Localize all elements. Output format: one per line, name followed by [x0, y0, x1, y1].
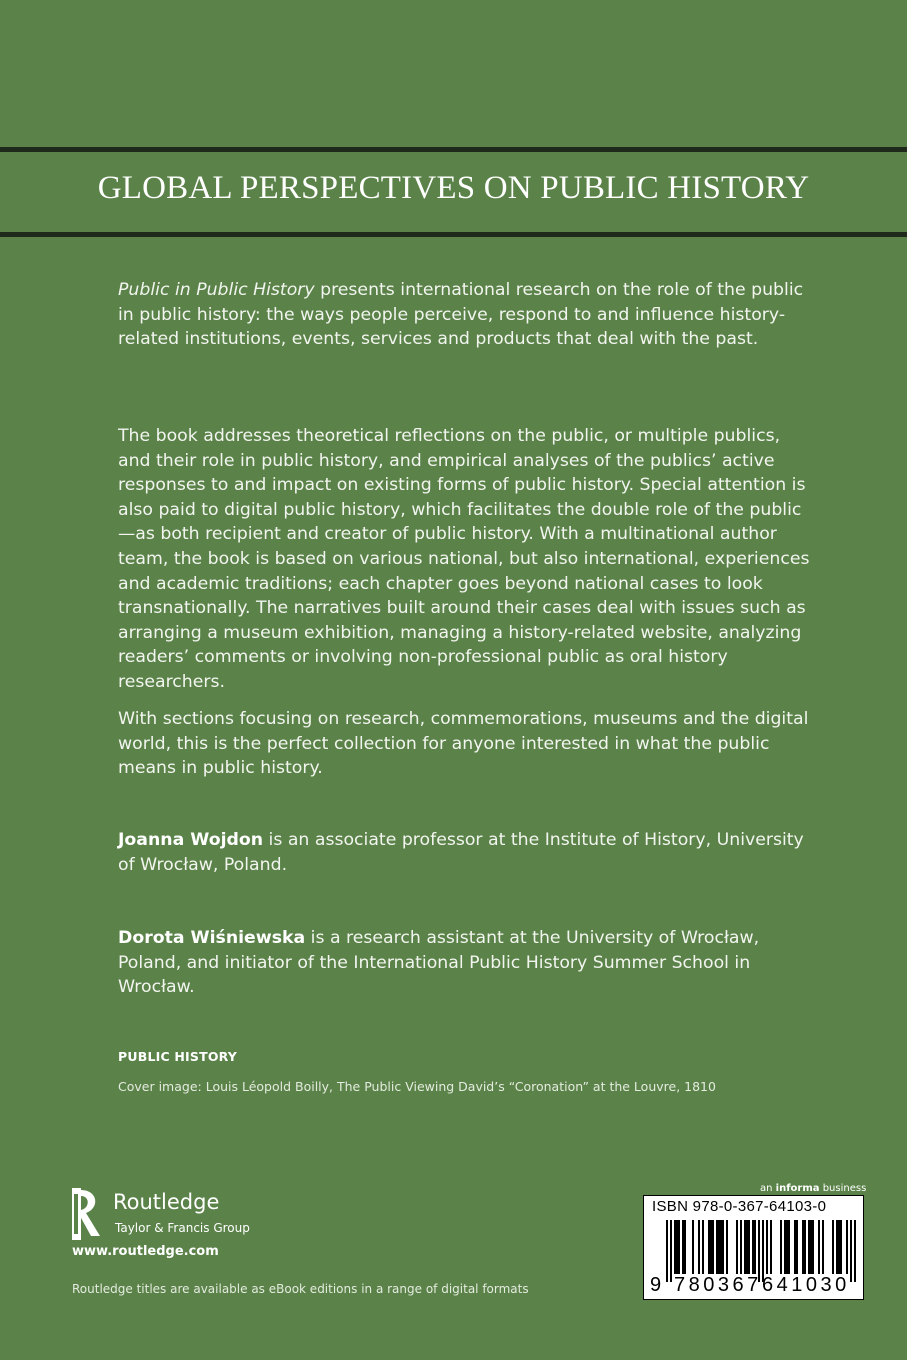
- barcode-guard-bar: [762, 1220, 764, 1282]
- barcode-bar: [716, 1220, 718, 1274]
- cover-credit: Cover image: Louis Léopold Boilly, The Public Viewing David’s “Coronation” at the Louvre, 1810: [118, 1079, 716, 1094]
- barcode-bar: [744, 1220, 746, 1274]
- barcode-bar: [676, 1220, 678, 1274]
- barcode-bar: [818, 1220, 820, 1274]
- subject-category: PUBLIC HISTORY: [118, 1049, 238, 1064]
- barcode-bar: [846, 1220, 848, 1274]
- publisher-url-link[interactable]: www.routledge.com: [72, 1244, 219, 1259]
- series-title: GLOBAL PERSPECTIVES ON PUBLIC HISTORY: [97, 170, 810, 206]
- barcode-bar: [794, 1220, 796, 1274]
- barcode-bar: [786, 1220, 788, 1274]
- barcode-bar: [840, 1220, 842, 1274]
- barcode-bar: [780, 1220, 782, 1274]
- author-bio-2: [118, 926, 818, 1000]
- barcode-bar: [736, 1220, 738, 1274]
- isbn-barcode: [643, 1195, 864, 1300]
- bottom-rule: [0, 232, 907, 237]
- barcode-bar: [770, 1220, 772, 1274]
- barcode-left-digits: 780367: [674, 1274, 762, 1296]
- author-bio-1: [118, 828, 818, 877]
- publisher-name: Routledge: [113, 1190, 220, 1214]
- barcode-guard-bar: [850, 1220, 852, 1282]
- barcode-bar: [808, 1220, 810, 1274]
- barcode-bar: [836, 1220, 838, 1274]
- barcode-bar: [692, 1220, 694, 1274]
- informa-tagline: an informa business: [760, 1183, 867, 1194]
- barcode-bar: [722, 1220, 724, 1274]
- barcode-bar: [746, 1220, 748, 1274]
- barcode-bar: [684, 1220, 686, 1274]
- author-bio-text: is an associate professor at the Institute of History, University of Wrocław, Poland.: [118, 830, 804, 875]
- author-bio-text: is a research assistant at the University of Wrocław, Poland, and initiator of the International Public History Summer School in Wrocław.: [118, 928, 760, 998]
- top-rule: [0, 147, 907, 152]
- barcode-bar: [754, 1220, 756, 1274]
- barcode-bar: [740, 1220, 742, 1274]
- barcode-bar: [784, 1220, 786, 1274]
- barcode-guard-bar: [758, 1220, 760, 1282]
- routledge-logo-icon: [72, 1188, 102, 1240]
- description-paragraph-1: [118, 278, 818, 352]
- barcode-bar: [726, 1220, 728, 1274]
- barcode-right-digits: 641030: [762, 1274, 850, 1296]
- isbn-label: ISBN 978-0-367-64103-0: [652, 1198, 827, 1215]
- barcode-bar: [718, 1220, 720, 1274]
- barcode-bar: [720, 1220, 722, 1274]
- barcode-bar: [838, 1220, 840, 1274]
- barcode-bar: [804, 1220, 806, 1274]
- barcode-bar: [812, 1220, 814, 1274]
- author-name: Dorota Wiśniewska: [118, 928, 306, 948]
- barcode-bar: [796, 1220, 798, 1274]
- formats-note: Routledge titles are available as eBook editions in a range of digital formats: [72, 1282, 529, 1296]
- barcode-bar: [702, 1220, 704, 1274]
- barcode-bar: [788, 1220, 790, 1274]
- barcode-bar: [710, 1220, 712, 1274]
- author-name: Joanna Wojdon: [118, 830, 264, 850]
- description-paragraph-2: The book addresses theoretical reflections on the public, or multiple publics, and their role in public history, and empirical analyses of the publics’ active responses to and impact on existing forms of public history. Special attention is also paid to digital public history, which facilitates the double role of the public—as both recipient and creator of public history. With a multinational author team, the book is based on various national, but also international, experiences and academic traditions; each chapter goes beyond national cases to look transnationally. The narratives built around their cases deal with issues such as arranging a museum exhibition, managing a history-related website, analyzing readers’ comments or involving non-professional public as oral history researchers.: [118, 426, 810, 692]
- barcode-bar: [708, 1220, 710, 1274]
- barcode-bar: [682, 1220, 684, 1274]
- barcode-bar: [810, 1220, 812, 1274]
- description-text: presents international research on the role of the public in public history: the ways people perceive, respond to and influence history-related institutions, events, services and products that deal with the past.: [118, 280, 804, 350]
- barcode-bar: [698, 1220, 700, 1274]
- barcode-bar: [678, 1220, 680, 1274]
- barcode-bar: [748, 1220, 750, 1274]
- barcode-bar: [832, 1220, 834, 1274]
- barcode-first-digit: 9: [650, 1274, 662, 1296]
- description-paragraph-3: With sections focusing on research, commemorations, museums and the digital world, this is the perfect collection for anyone interested in what the public means in public history.: [118, 709, 809, 779]
- barcode-guard-bar: [854, 1220, 856, 1282]
- barcode-bar: [712, 1220, 714, 1274]
- barcode-bar: [752, 1220, 754, 1274]
- barcode-guard-bar: [670, 1220, 672, 1282]
- barcode-bar: [766, 1220, 768, 1274]
- publisher-group: Taylor & Francis Group: [115, 1221, 250, 1235]
- barcode-bar: [674, 1220, 676, 1274]
- barcode-bar: [822, 1220, 824, 1274]
- barcode-guard-bar: [666, 1220, 668, 1282]
- barcode-bar: [802, 1220, 804, 1274]
- book-title: Public in Public History: [118, 280, 315, 300]
